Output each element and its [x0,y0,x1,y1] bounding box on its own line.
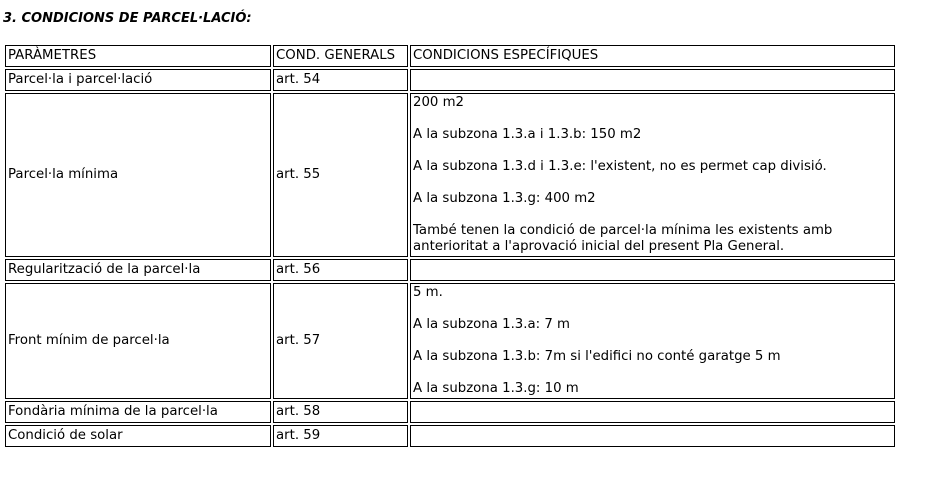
table-row [5,93,895,257]
table-row [5,283,895,399]
general-cell: art. 57 [273,283,408,399]
specific-cell [410,401,895,423]
specific-cell [410,93,895,257]
specific-line: A la subzona 1.3.a: 7 m [413,317,570,332]
table-header-row [5,45,895,67]
table-row [5,69,895,91]
param-cell: Parcel·la i parcel·lació [5,69,271,91]
table-row [5,259,895,281]
section-heading: 3. CONDICIONS DE PARCEL·LACIÓ: [3,11,252,26]
table-row [5,401,895,423]
specific-line: 200 m2 [413,95,465,110]
specific-line: A la subzona 1.3.d i 1.3.e: l'existent, no es permet cap divisió. [413,159,827,174]
param-cell: Parcel·la mínima [5,93,271,257]
header-specific-conditions: CONDICIONS ESPECÍFIQUES [410,45,895,67]
param-cell: Condició de solar [5,425,271,447]
specific-cell [410,425,895,447]
parcellation-table [3,43,897,449]
specific-cell [410,283,895,399]
specific-line: També tenen la condició de parcel·la mínima les existents amb anterioritat a l'aprovació inicial del present Pla General. [413,223,833,254]
table-row [5,425,895,447]
specific-line: A la subzona 1.3.g: 400 m2 [413,191,596,206]
specific-line: 5 m. [413,285,443,300]
param-cell: Fondària mínima de la parcel·la [5,401,271,423]
general-cell: art. 56 [273,259,408,281]
param-cell: Regularització de la parcel·la [5,259,271,281]
specific-cell [410,259,895,281]
general-cell: art. 54 [273,69,408,91]
header-parameters: PARÀMETRES [5,45,271,67]
general-cell: art. 55 [273,93,408,257]
header-general-conditions: COND. GENERALS [273,45,408,67]
specific-line: A la subzona 1.3.b: 7m si l'edifici no conté garatge 5 m [413,349,781,364]
specific-cell [410,69,895,91]
specific-line: A la subzona 1.3.a i 1.3.b: 150 m2 [413,127,642,142]
param-cell: Front mínim de parcel·la [5,283,271,399]
general-cell: art. 59 [273,425,408,447]
general-cell: art. 58 [273,401,408,423]
specific-line: A la subzona 1.3.g: 10 m [413,381,579,396]
